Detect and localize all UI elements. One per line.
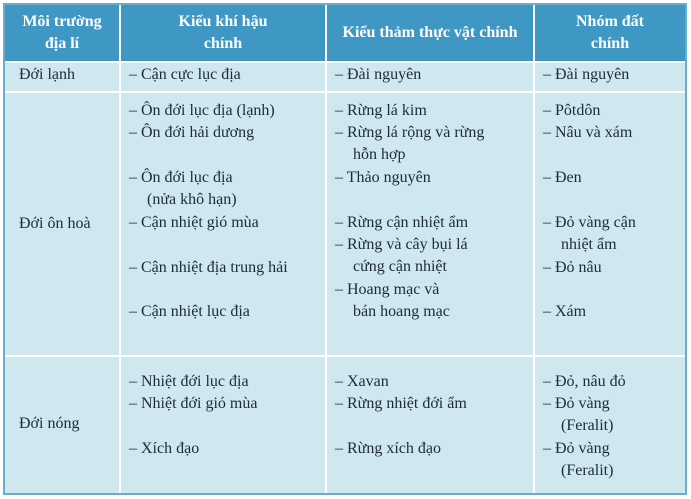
column-divider [533, 5, 535, 493]
list-item: – Ôn đới hải dương [129, 124, 255, 141]
list-item: – Pôtdôn [543, 102, 601, 119]
list-item: – Cận nhiệt địa trung hải [129, 259, 288, 276]
row-divider [5, 355, 685, 357]
list-item: bán hoang mạc [353, 303, 450, 320]
list-item: – Rừng cận nhiệt ẩm [335, 214, 469, 231]
list-item: – Đỏ vàng cận [543, 214, 636, 231]
list-item: cứng cận nhiệt [353, 258, 447, 275]
list-item: – Nâu và xám [543, 124, 633, 141]
list-item: – Ôn đới lục địa [129, 169, 233, 186]
list-item: – Rừng nhiệt đới ẩm [335, 395, 467, 412]
list-item: – Cận nhiệt gió mùa [129, 214, 259, 231]
list-item: (Feralit) [561, 462, 614, 479]
list-item: – Cận cực lục địa [129, 66, 241, 83]
list-item: – Hoang mạc và [335, 281, 440, 298]
list-item: – Đỏ vàng [543, 395, 610, 412]
list-item: – Thảo nguyên [335, 169, 431, 186]
list-item: – Xavan [335, 373, 389, 390]
list-item: – Đài nguyên [543, 66, 630, 83]
list-item: hỗn hợp [353, 146, 406, 163]
list-item: – Rừng lá rộng và rừng [335, 124, 485, 141]
list-item: – Rừng lá kim [335, 102, 427, 119]
header-environment: Môi trường địa lí [22, 13, 102, 52]
header-vegetation: Kiểu thảm thực vật chính [342, 24, 518, 41]
column-divider [325, 5, 327, 493]
list-item: – Đỏ nâu [543, 259, 602, 276]
row-divider [5, 91, 685, 93]
list-item: – Đen [543, 169, 582, 186]
row-cold-environment: Đới lạnh [19, 66, 76, 83]
row-hot-environment: Đới nóng [19, 415, 80, 432]
geography-table [3, 3, 687, 495]
table-header-row [5, 5, 685, 61]
row-divider [5, 61, 685, 63]
list-item: – Xám [543, 303, 587, 320]
header-climate: Kiểu khí hậu chính [178, 13, 268, 52]
list-item: – Cận nhiệt lục địa [129, 303, 250, 320]
list-item: – Đỏ vàng [543, 440, 610, 457]
list-item: – Đỏ, nâu đỏ [543, 373, 626, 390]
list-item: (Feralit) [561, 417, 614, 434]
list-item: – Ôn đới lục địa (lạnh) [129, 102, 275, 119]
list-item: – Rừng xích đạo [335, 440, 441, 457]
list-item: – Đài nguyên [335, 66, 422, 83]
header-soil: Nhóm đất chính [575, 13, 644, 52]
column-divider [119, 5, 121, 493]
list-item: – Nhiệt đới lục địa [129, 373, 249, 390]
list-item: – Xích đạo [129, 440, 200, 457]
list-item: – Rừng và cây bụi lá [335, 236, 468, 253]
row-temperate-environment: Đới ôn hoà [19, 215, 91, 232]
list-item: – Nhiệt đới gió mùa [129, 395, 258, 412]
list-item: (nửa khô hạn) [147, 191, 237, 208]
list-item: nhiệt ẩm [561, 236, 617, 253]
